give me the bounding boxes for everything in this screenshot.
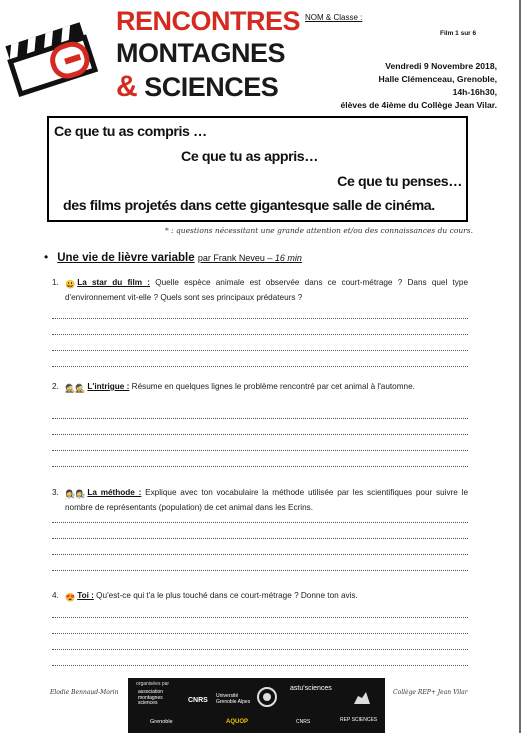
sponsor-logo-grenoble: Grenoble (150, 719, 173, 725)
sponsor-logo-cnrs-2: CNRS (296, 719, 311, 725)
headline-line-3: Ce que tu penses… (337, 174, 462, 190)
question-4 (52, 590, 468, 605)
sponsor-band (128, 678, 385, 733)
author-credit: Elodie Bennaud-Morin (50, 689, 119, 696)
question-text: Explique avec ton vocabulaire la méthode utilisée par les scientifiques pour suivre le nombre de représentants (population) de cet animal dans les Ecrins. (65, 488, 469, 512)
question-3 (52, 487, 468, 514)
question-text: Résume en quelques lignes le problème rencontré par cet animal à l'automne. (131, 382, 415, 391)
event-brand-logo (116, 8, 300, 102)
scientist-icon: 👩‍🔬👩‍🔬 (65, 490, 86, 499)
question-2 (52, 381, 468, 396)
film-counter: Film 1 sur 6 (440, 30, 477, 37)
film-title: Une vie de lièvre variable (57, 252, 195, 264)
event-venue: Halle Clémenceau, Grenoble, (378, 74, 497, 84)
sponsor-logo-rep-sciences: REP SCIENCES (340, 717, 378, 723)
clapperboard-carabiner-logo (4, 20, 104, 102)
sponsor-logo-aquop: AQUOP (226, 719, 249, 725)
brand-line-3 (116, 72, 300, 102)
smiley-icon: 😃 (65, 280, 76, 289)
event-date: Vendredi 9 Novembre 2018, (385, 61, 497, 71)
event-time: 14h-16h30, (452, 87, 497, 97)
film-director: par Frank Neveu (197, 253, 265, 263)
question-label: Toi : (77, 591, 94, 600)
sponsor-label: organisées par (136, 681, 170, 687)
headline-line-4: des films projetés dans cette gigantesque salle de cinéma. (63, 198, 435, 214)
sponsor-logo-cnrs: CNRS (188, 697, 208, 704)
question-text: Quelle espèce animale est observée dans ce court-métrage ? Dans quel type d'environnement vit-elle ? Quels sont ses principaux prédateurs ? (65, 278, 468, 302)
brand-ampersand: & (116, 70, 138, 103)
headline-line-2: Ce que tu as appris… (181, 149, 319, 165)
headline-line-1: Ce que tu as compris … (54, 124, 207, 140)
school-credit: Collège REP+ Jean Vilar (393, 689, 468, 696)
answer-lines-4[interactable] (52, 617, 468, 666)
answer-lines-3[interactable] (52, 522, 468, 571)
title-separator: – (264, 253, 275, 263)
question-number: 4. (52, 591, 59, 600)
question-number: 2. (52, 382, 59, 391)
sponsor-logo-astusciences: astu'sciences (290, 685, 332, 692)
heart-eyes-icon: 😍 (65, 593, 76, 602)
brand-line-1: RENCONTRES (116, 6, 301, 36)
brand-line-2: MONTAGNES (116, 38, 285, 68)
name-class-label: NOM & Classe : (305, 13, 363, 22)
event-details (340, 60, 497, 112)
sponsor-ibex-icon (350, 686, 374, 708)
sponsor-logo-ams: association montagnes sciences (138, 689, 164, 706)
sponsor-swirl-icon (256, 686, 278, 708)
question-label: La méthode : (87, 488, 142, 497)
headline-box (47, 116, 468, 222)
detective-icon: 🕵️🕵️ (65, 384, 86, 393)
film-section-title (44, 250, 302, 264)
question-label: La star du film : (77, 278, 150, 287)
event-audience: élèves de 4ième du Collège Jean Vilar. (340, 100, 497, 110)
question-number: 3. (52, 488, 59, 497)
question-label: L'intrigue : (87, 382, 130, 391)
question-number: 1. (52, 278, 59, 287)
answer-lines-2[interactable] (52, 418, 468, 467)
answer-lines-1[interactable] (52, 318, 468, 367)
brand-line-3-text: SCIENCES (144, 72, 279, 102)
attention-note: * : questions nécessitant une grande attention et/ou des connaissances du cours. (164, 226, 473, 235)
film-duration: 16 min (274, 253, 302, 263)
question-1 (52, 277, 468, 304)
bullet: • (44, 250, 49, 264)
sponsor-logo-uga: Université Grenoble Alpes (216, 693, 251, 705)
question-text: Qu'est-ce qui t'a le plus touché dans ce court-métrage ? Donne ton avis. (96, 591, 358, 600)
